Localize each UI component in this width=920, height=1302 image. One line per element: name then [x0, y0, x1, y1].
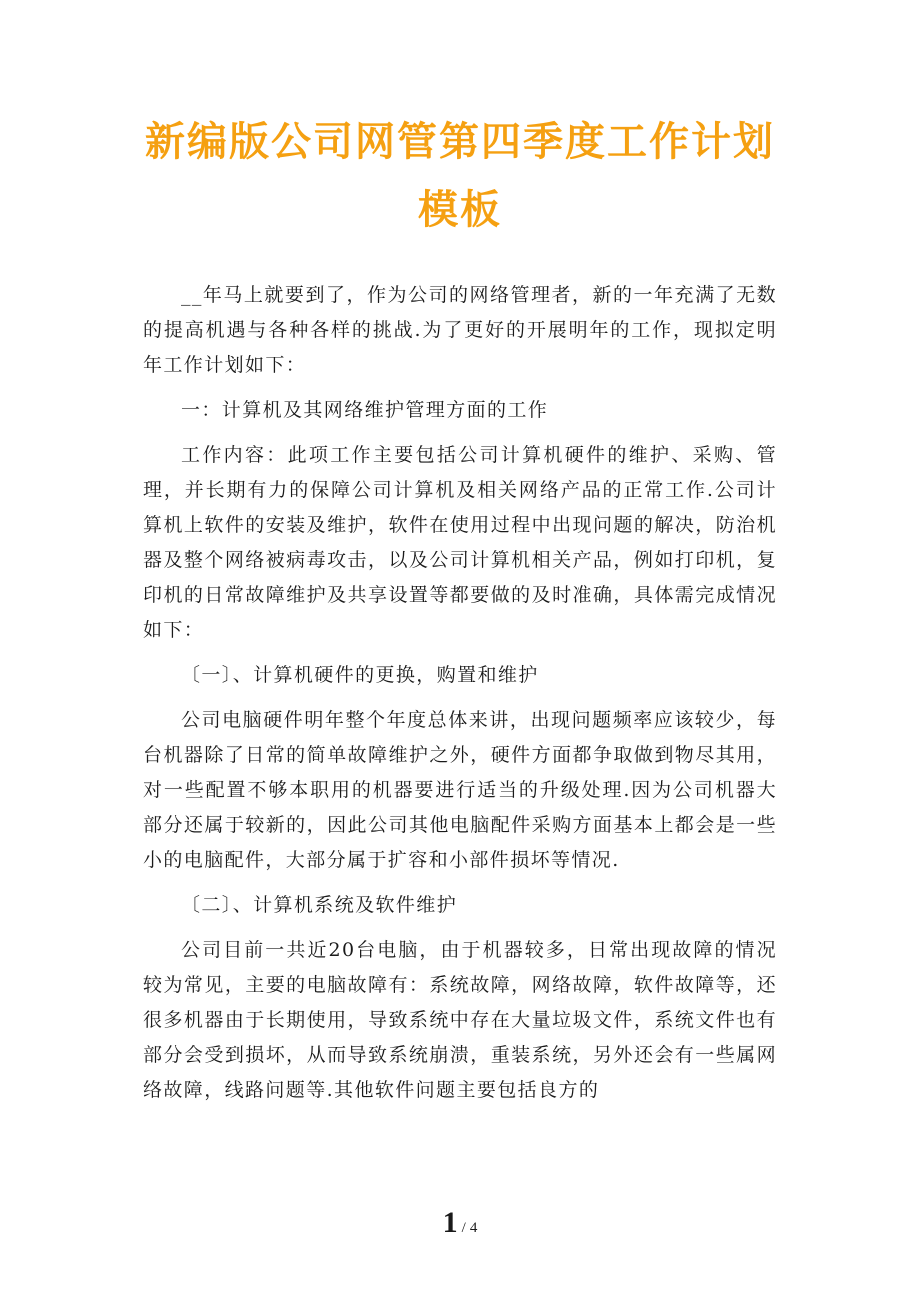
- intro-paragraph: __年马上就要到了，作为公司的网络管理者，新的一年充满了无数的提高机遇与各种各样的挑战.为了更好的开展明年的工作，现拟定明年工作计划如下：: [143, 284, 777, 376]
- document-body: [143, 278, 777, 1118]
- total-pages: 4: [469, 1220, 478, 1236]
- section-heading-1: 一：计算机及其网络维护管理方面的工作: [181, 399, 549, 421]
- current-page-number: 1: [442, 1206, 458, 1239]
- page-number: [0, 1206, 920, 1240]
- hardware-paragraph: 公司电脑硬件明年整个年度总体来讲，出现问题频率应该较少，每台机器除了日常的简单故障维护之外，硬件方面都争取做到物尽其用，对一些配置不够本职用的机器要进行适当的升级处理.因为公司机器大部分还属于较新的，因此公司其他电脑配件采购方面基本上都会是一些小的电脑配件，大部分属于扩容和小部件损坏等情况.: [143, 709, 777, 871]
- subsection-heading-1: 〔一〕、计算机硬件的更换，购置和维护: [181, 664, 539, 686]
- page-separator: /: [461, 1220, 466, 1236]
- work-content-paragraph: 工作内容：此项工作主要包括公司计算机硬件的维护、采购、管理，并长期有力的保障公司计算机及相关网络产品的正常工作.公司计算机上软件的安装及维护，软件在使用过程中出现问题的解决，防治机器及整个网络被病毒攻击，以及公司计算机相关产品，例如打印机，复印机的日常故障维护及共享设置等都要做的及时准确，具体需完成情况如下：: [143, 444, 777, 641]
- document-title-line-1: 新编版公司网管第四季度工作计划: [145, 119, 775, 165]
- software-paragraph: 公司目前一共近20台电脑，由于机器较多，日常出现故障的情况较为常见，主要的电脑故障有：系统故障，网络故障，软件故障等，还很多机器由于长期使用，导致系统中存在大量垃圾文件，系统文件也有部分会受到损坏，从而导致系统崩溃，重装系统，另外还会有一些属网络故障，线路问题等.其他软件问题主要包括良方的: [143, 939, 777, 1101]
- document-title-line-2: 模板: [418, 187, 502, 233]
- subsection-heading-2: 〔二〕、计算机系统及软件维护: [181, 894, 458, 916]
